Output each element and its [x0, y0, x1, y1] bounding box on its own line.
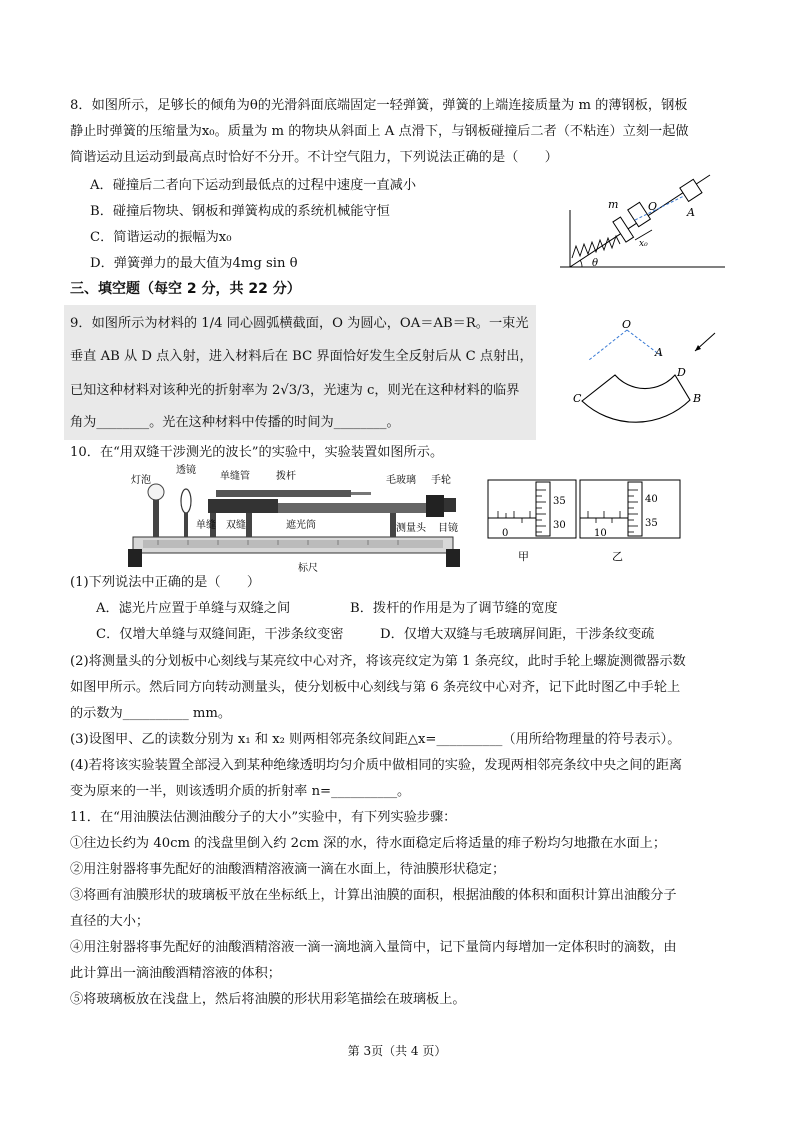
q9-line3: 已知这种材料对该种光的折射率为 2√3/3，光速为 c，则光在这种材料的临界 — [70, 383, 520, 398]
q9-line1: 9．如图所示为材料的 1/4 同心圆弧横截面，O 为圆心，OA＝AB＝R。一束光 — [70, 316, 529, 331]
label-lever: 拨杆 — [276, 471, 296, 482]
label-lamp: 灯泡 — [131, 475, 151, 486]
label-ruler: 标尺 — [298, 563, 318, 574]
q10-sub3: (3)设图甲、乙的读数分别为 x₁ 和 x₂ 则两相邻亮条纹间距△x=__________（用所给物理量的符号表示）。 — [70, 732, 681, 747]
incline-spring-figure — [560, 170, 730, 275]
label-shade: 遮光筒 — [286, 520, 316, 531]
jia-label: 甲 — [518, 550, 529, 563]
micrometer-jia — [488, 480, 576, 565]
label-b: B — [693, 392, 702, 405]
q10-sub4-line1: (4)若将该实验装置全部浸入到某种绝缘透明均匀介质中做相同的实验，发现两相邻亮条纹中央之间的距离 — [70, 758, 683, 773]
q8-line2: 静止时弹簧的压缩量为x₀。质量为 m 的物块从斜面上 A 点滑下，与钢板碰撞后二者（不粘连）立刻一起做 — [70, 124, 689, 139]
label-tube: 单缝管 — [220, 471, 250, 482]
label-o: O — [648, 200, 658, 213]
q10-line1: 10．在“用双缝干涉测光的波长”的实验中，实验装置如图所示。 — [70, 445, 444, 460]
yi-label: 乙 — [612, 550, 623, 563]
q11-step5: ⑤将玻璃板放在浅盘上，然后将油膜的形状用彩笔描绘在玻璃板上。 — [70, 992, 466, 1007]
label-a: A — [655, 346, 663, 359]
label-theta: θ — [592, 258, 599, 269]
arc-material-figure — [565, 318, 735, 423]
label-wheel: 手轮 — [431, 475, 451, 486]
q8-option-a: A．碰撞后二者向下运动到最低点的过程中速度一直减小 — [90, 178, 417, 193]
q9-line2: 垂直 AB 从 D 点入射，进入材料后在 BC 界面恰好发生全反射后从 C 点射出， — [70, 349, 533, 364]
section-three-title: 三、填空题（每空 2 分，共 22 分） — [70, 281, 301, 297]
label-a: A — [687, 206, 695, 219]
jia-tick-35: 35 — [553, 496, 566, 507]
yi-tick-40: 40 — [645, 494, 658, 505]
q11-line1: 11．在“用油膜法估测油酸分子的大小”实验中，有下列实验步骤： — [70, 810, 457, 825]
label-head: 测量头 — [396, 523, 426, 534]
q10-option-a: A．滤光片应置于单缝与双缝之间 — [96, 601, 291, 616]
label-lens: 透镜 — [176, 465, 196, 476]
label-single-slit: 单缝 — [196, 520, 216, 531]
q11-step3-line1: ③将画有油膜形状的玻璃板平放在坐标纸上，计算出油膜的面积，根据油酸的体积和面积计算出油酸分子 — [70, 888, 677, 903]
q10-option-c: C．仅增大单缝与双缝间距，干涉条纹变密 — [96, 627, 344, 642]
q10-sub2-line3: 的示数为__________ mm。 — [70, 706, 232, 721]
q11-step1: ①往边长约为 40cm 的浅盘里倒入约 2cm 深的水，待水面稳定后将适量的痱子粉均匀地撒在水面上； — [70, 836, 667, 851]
q10-option-d: D．仅增大双缝与毛玻璃屏间距，干涉条纹变疏 — [380, 627, 655, 642]
q8-option-b: B．碰撞后物块、钢板和弹簧构成的系统机械能守恒 — [90, 204, 390, 219]
q10-sub2-line1: (2)将测量头的分划板中心刻线与某亮纹中心对齐，将该亮纹定为第 1 条亮纹，此时手轮上螺旋测微器示数 — [70, 654, 686, 669]
label-glass: 毛玻璃 — [386, 475, 416, 486]
micrometer-yi — [580, 480, 690, 565]
q8-line3: 简谐运动且运动到最高点时恰好不分开。不计空气阻力，下列说法正确的是（ ） — [70, 150, 558, 165]
q10-option-b: B．拨杆的作用是为了调节缝的宽度 — [350, 601, 558, 616]
double-slit-apparatus — [128, 465, 468, 575]
q10-sub2-line2: 如图甲所示。然后同方向转动测量头，使分划板中心刻线与第 6 条亮纹中心对齐，记下此时图乙中手轮上 — [70, 680, 681, 695]
label-eyepiece: 目镜 — [438, 523, 458, 534]
page-footer: 第 3页（共 4 页） — [347, 1044, 447, 1058]
label-o: O — [622, 318, 632, 331]
q8-option-d: D．弹簧弹力的最大值为4mg sin θ — [90, 256, 298, 271]
label-c: C — [573, 392, 582, 405]
jia-main-zero: 0 — [502, 528, 509, 539]
q9-line4: 角为________。光在这种材料中传播的时间为________。 — [70, 415, 400, 430]
yi-main-ten: 10 — [594, 528, 607, 539]
q11-step3-line2: 直径的大小； — [70, 914, 150, 929]
q10-sub4-line2: 变为原来的一半，则该透明介质的折射率 n=__________。 — [70, 784, 411, 799]
jia-tick-30: 30 — [553, 520, 566, 531]
q11-step4-line1: ④用注射器将事先配好的油酸酒精溶液一滴一滴地滴入量筒中，记下量筒内每增加一定体积时的滴数，由 — [70, 940, 677, 955]
label-d: D — [677, 366, 686, 379]
label-m: m — [608, 198, 619, 211]
q8-line1: 8．如图所示，足够长的倾角为θ的光滑斜面底端固定一轻弹簧，弹簧的上端连接质量为 m 的薄钢板，钢板 — [70, 98, 688, 113]
yi-tick-35: 35 — [645, 518, 658, 529]
q11-step4-line2: 此计算出一滴油酸酒精溶液的体积； — [70, 966, 281, 981]
label-double-slit: 双缝 — [226, 520, 246, 531]
label-x0: x₀ — [639, 239, 648, 249]
q8-option-c: C．简谐运动的振幅为x₀ — [90, 230, 232, 245]
q10-sub1: (1)下列说法中正确的是（ ） — [70, 575, 261, 590]
q11-step2: ②用注射器将事先配好的油酸酒精溶液滴一滴在水面上，待油膜形状稳定； — [70, 862, 506, 877]
